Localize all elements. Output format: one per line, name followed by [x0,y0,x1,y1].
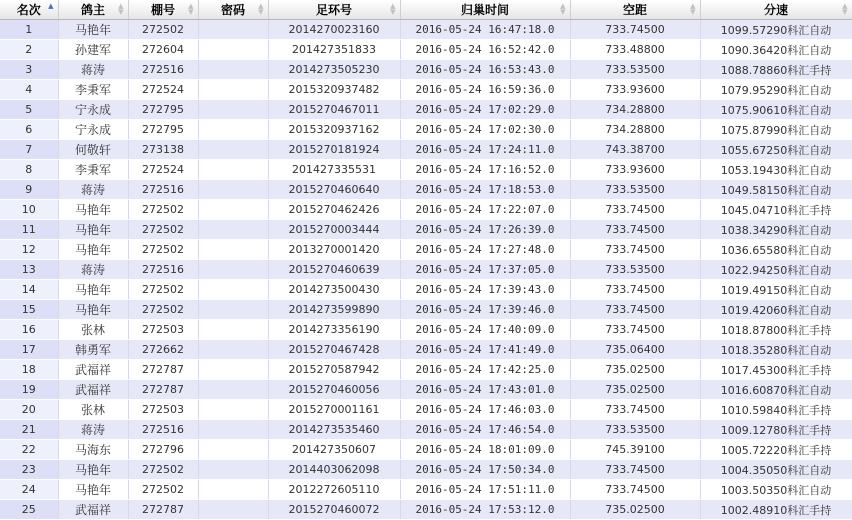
cell-return-time: 2016-05-24 17:50:34.0 [400,460,570,480]
cell-distance: 733.74500 [570,280,700,300]
cell-owner: 蒋涛 [58,60,128,80]
cell-ring: 2014273500430 [268,280,400,300]
cell-distance: 734.28800 [570,120,700,140]
cell-loft: 272787 [128,360,198,380]
table-row[interactable] [0,120,852,140]
cell-rank: 16 [0,320,58,340]
cell-distance: 733.74500 [570,480,700,500]
table-row[interactable] [0,220,852,240]
table-row[interactable] [0,480,852,500]
cell-return-time: 2016-05-24 17:43:01.0 [400,380,570,400]
table-row[interactable] [0,100,852,120]
cell-loft: 272795 [128,120,198,140]
cell-owner: 蒋涛 [58,180,128,200]
cell-distance: 733.53500 [570,180,700,200]
cell-distance: 735.02500 [570,500,700,520]
cell-rank: 21 [0,420,58,440]
cell-return-time: 2016-05-24 17:46:54.0 [400,420,570,440]
sort-arrows-icon: ▲ ▼ [390,2,396,16]
cell-speed: 1090.36420科汇自动 [700,40,852,60]
cell-rank: 25 [0,500,58,520]
cell-ring: 2012272605110 [268,480,400,500]
sort-arrows-icon: ▲ ▼ [188,2,194,16]
cell-owner: 武福祥 [58,380,128,400]
cell-password [198,20,268,40]
sort-arrows-icon: ▲ ▼ [258,2,264,16]
column-header-label: 足环号 [315,3,352,17]
cell-distance: 733.74500 [570,460,700,480]
cell-rank: 6 [0,120,58,140]
sort-arrows-icon: ▲ [48,2,54,10]
cell-return-time: 2016-05-24 16:52:42.0 [400,40,570,60]
cell-loft: 272516 [128,60,198,80]
cell-return-time: 2016-05-24 17:40:09.0 [400,320,570,340]
cell-password [198,440,268,460]
table-row[interactable] [0,440,852,460]
cell-owner: 马艳年 [58,280,128,300]
cell-rank: 12 [0,240,58,260]
cell-ring: 2015270460056 [268,380,400,400]
cell-password [198,360,268,380]
cell-loft: 272502 [128,300,198,320]
cell-return-time: 2016-05-24 17:53:12.0 [400,500,570,520]
table-row[interactable] [0,60,852,80]
table-row[interactable] [0,200,852,220]
cell-loft: 272662 [128,340,198,360]
cell-rank: 3 [0,60,58,80]
cell-distance: 733.74500 [570,240,700,260]
cell-rank: 17 [0,340,58,360]
cell-owner: 蒋涛 [58,420,128,440]
cell-owner: 韩勇军 [58,340,128,360]
sort-arrows-icon: ▲ ▼ [560,2,566,16]
cell-owner: 武福祥 [58,500,128,520]
cell-distance: 735.02500 [570,360,700,380]
cell-password [198,340,268,360]
cell-rank: 15 [0,300,58,320]
cell-ring: 2014273599890 [268,300,400,320]
cell-return-time: 2016-05-24 17:46:03.0 [400,400,570,420]
cell-distance: 733.74500 [570,220,700,240]
sort-arrows-icon: ▲ ▼ [842,2,848,16]
cell-speed: 1004.35050科汇自动 [700,460,852,480]
table-header [0,0,852,20]
cell-owner: 马艳年 [58,20,128,40]
cell-owner: 马艳年 [58,240,128,260]
cell-rank: 19 [0,380,58,400]
cell-password [198,80,268,100]
cell-rank: 24 [0,480,58,500]
cell-password [198,380,268,400]
cell-rank: 14 [0,280,58,300]
cell-ring: 2014273535460 [268,420,400,440]
cell-loft: 272502 [128,200,198,220]
cell-password [198,180,268,200]
cell-rank: 13 [0,260,58,280]
cell-ring: 2015270181924 [268,140,400,160]
cell-password [198,160,268,180]
cell-ring: 201427351833 [268,40,400,60]
cell-loft: 272795 [128,100,198,120]
column-header-label: 归巢时间 [460,3,509,17]
cell-speed: 1003.50350科汇自动 [700,480,852,500]
cell-loft: 272502 [128,20,198,40]
cell-loft: 272502 [128,240,198,260]
cell-distance: 733.53500 [570,60,700,80]
cell-speed: 1017.45300科汇手持 [700,360,852,380]
cell-password [198,60,268,80]
cell-ring: 2015270467428 [268,340,400,360]
cell-speed: 1019.49150科汇自动 [700,280,852,300]
cell-owner: 马艳年 [58,200,128,220]
cell-owner: 孙建军 [58,40,128,60]
cell-ring: 2013270001420 [268,240,400,260]
table-row[interactable] [0,380,852,400]
cell-speed: 1016.60870科汇自动 [700,380,852,400]
cell-distance: 733.53500 [570,260,700,280]
cell-loft: 272502 [128,460,198,480]
cell-speed: 1019.42060科汇自动 [700,300,852,320]
cell-ring: 2015270462426 [268,200,400,220]
cell-rank: 1 [0,20,58,40]
column-header-label: 空距 [622,3,647,17]
cell-loft: 272503 [128,400,198,420]
cell-speed: 1022.94250科汇自动 [700,260,852,280]
cell-ring: 2015270460639 [268,260,400,280]
cell-ring: 2015320937162 [268,120,400,140]
cell-rank: 20 [0,400,58,420]
column-header-password[interactable] [198,0,268,20]
table-row[interactable] [0,240,852,260]
header-row [0,0,852,20]
table-row[interactable] [0,40,852,60]
cell-rank: 8 [0,160,58,180]
cell-password [198,120,268,140]
cell-return-time: 2016-05-24 16:53:43.0 [400,60,570,80]
cell-return-time: 2016-05-24 17:51:11.0 [400,480,570,500]
cell-speed: 1009.12780科汇手持 [700,420,852,440]
cell-ring: 2014273505230 [268,60,400,80]
cell-return-time: 2016-05-24 17:27:48.0 [400,240,570,260]
cell-speed: 1005.72220科汇手持 [700,440,852,460]
cell-owner: 李秉军 [58,80,128,100]
table-row[interactable] [0,280,852,300]
cell-return-time: 2016-05-24 16:59:36.0 [400,80,570,100]
cell-loft: 272503 [128,320,198,340]
cell-owner: 李秉军 [58,160,128,180]
cell-owner: 何敬轩 [58,140,128,160]
cell-loft: 272502 [128,480,198,500]
cell-loft: 272524 [128,80,198,100]
cell-ring: 2015270001161 [268,400,400,420]
cell-ring: 2015270460640 [268,180,400,200]
cell-loft: 272604 [128,40,198,60]
cell-rank: 11 [0,220,58,240]
column-header-loft[interactable] [128,0,198,20]
cell-speed: 1053.19430科汇自动 [700,160,852,180]
cell-ring: 201427350607 [268,440,400,460]
cell-speed: 1088.78860科汇手持 [700,60,852,80]
table-body [0,20,852,520]
table-row[interactable] [0,160,852,180]
cell-owner: 马艳年 [58,300,128,320]
cell-speed: 1018.35280科汇自动 [700,340,852,360]
cell-return-time: 2016-05-24 17:22:07.0 [400,200,570,220]
column-header-return-time[interactable] [400,0,570,20]
cell-loft: 272787 [128,380,198,400]
column-header-distance[interactable] [570,0,700,20]
cell-owner: 张林 [58,320,128,340]
cell-password [198,420,268,440]
cell-owner: 马艳年 [58,480,128,500]
column-header-ring[interactable] [268,0,400,20]
table-row[interactable] [0,340,852,360]
table-row[interactable] [0,500,852,520]
cell-password [198,140,268,160]
sort-arrows-icon: ▲ ▼ [690,2,696,16]
cell-speed: 1079.95290科汇自动 [700,80,852,100]
cell-password [198,300,268,320]
cell-loft: 272502 [128,220,198,240]
cell-speed: 1010.59840科汇手持 [700,400,852,420]
cell-ring: 201427335531 [268,160,400,180]
cell-rank: 9 [0,180,58,200]
cell-distance: 733.74500 [570,300,700,320]
cell-owner: 马海东 [58,440,128,460]
table-row[interactable] [0,300,852,320]
cell-owner: 武福祥 [58,360,128,380]
cell-speed: 1075.90610科汇自动 [700,100,852,120]
cell-loft: 272787 [128,500,198,520]
cell-distance: 733.48800 [570,40,700,60]
cell-rank: 5 [0,100,58,120]
cell-password [198,480,268,500]
cell-distance: 733.74500 [570,400,700,420]
cell-distance: 733.74500 [570,320,700,340]
cell-distance: 734.28800 [570,100,700,120]
cell-return-time: 2016-05-24 17:02:30.0 [400,120,570,140]
table-row[interactable] [0,180,852,200]
cell-password [198,260,268,280]
cell-owner: 马艳年 [58,220,128,240]
table-row[interactable] [0,20,852,40]
cell-loft: 272502 [128,280,198,300]
cell-return-time: 2016-05-24 17:18:53.0 [400,180,570,200]
sort-arrows-icon: ▲ ▼ [118,2,124,16]
cell-rank: 22 [0,440,58,460]
column-header-label: 分速 [763,3,788,17]
cell-return-time: 2016-05-24 17:37:05.0 [400,260,570,280]
cell-rank: 4 [0,80,58,100]
cell-return-time: 2016-05-24 17:39:43.0 [400,280,570,300]
cell-return-time: 2016-05-24 17:41:49.0 [400,340,570,360]
cell-password [198,40,268,60]
cell-rank: 2 [0,40,58,60]
cell-loft: 272516 [128,180,198,200]
cell-return-time: 2016-05-24 17:02:29.0 [400,100,570,120]
cell-return-time: 2016-05-24 18:01:09.0 [400,440,570,460]
cell-speed: 1018.87800科汇手持 [700,320,852,340]
cell-owner: 宁永成 [58,100,128,120]
cell-return-time: 2016-05-24 17:24:11.0 [400,140,570,160]
column-header-label: 名次 [16,3,41,17]
cell-return-time: 2016-05-24 17:26:39.0 [400,220,570,240]
cell-distance: 733.93600 [570,160,700,180]
cell-password [198,280,268,300]
table-row[interactable] [0,360,852,380]
cell-rank: 23 [0,460,58,480]
cell-distance: 745.39100 [570,440,700,460]
cell-speed: 1075.87990科汇自动 [700,120,852,140]
cell-loft: 272516 [128,420,198,440]
cell-password [198,240,268,260]
table-row[interactable] [0,80,852,100]
cell-ring: 2015270467011 [268,100,400,120]
cell-ring: 2014270023160 [268,20,400,40]
cell-ring: 2015270003444 [268,220,400,240]
cell-password [198,320,268,340]
cell-ring: 2014403062098 [268,460,400,480]
cell-distance: 735.02500 [570,380,700,400]
cell-return-time: 2016-05-24 17:16:52.0 [400,160,570,180]
table-row[interactable] [0,420,852,440]
cell-owner: 马艳年 [58,460,128,480]
cell-distance: 733.53500 [570,420,700,440]
column-header-label: 棚号 [150,3,175,17]
column-header-speed[interactable] [700,0,852,20]
cell-speed: 1036.65580科汇自动 [700,240,852,260]
cell-owner: 宁永成 [58,120,128,140]
cell-loft: 272796 [128,440,198,460]
cell-rank: 18 [0,360,58,380]
cell-ring: 2015320937482 [268,80,400,100]
table-row[interactable] [0,140,852,160]
cell-speed: 1099.57290科汇自动 [700,20,852,40]
column-header-label: 鸽主 [80,3,105,17]
cell-password [198,220,268,240]
cell-loft: 273138 [128,140,198,160]
cell-distance: 743.38700 [570,140,700,160]
cell-rank: 7 [0,140,58,160]
cell-password [198,460,268,480]
table-row[interactable] [0,260,852,280]
cell-return-time: 2016-05-24 17:39:46.0 [400,300,570,320]
cell-speed: 1049.58150科汇自动 [700,180,852,200]
cell-password [198,200,268,220]
cell-distance: 733.74500 [570,200,700,220]
cell-speed: 1002.48910科汇手持 [700,500,852,520]
cell-return-time: 2016-05-24 16:47:18.0 [400,20,570,40]
cell-password [198,500,268,520]
cell-distance: 733.93600 [570,80,700,100]
cell-password [198,400,268,420]
cell-password [198,100,268,120]
cell-ring: 2014273356190 [268,320,400,340]
cell-return-time: 2016-05-24 17:42:25.0 [400,360,570,380]
column-header-rank[interactable] [0,0,58,20]
cell-speed: 1055.67250科汇自动 [700,140,852,160]
cell-distance: 735.06400 [570,340,700,360]
cell-speed: 1045.04710科汇手持 [700,200,852,220]
column-header-label: 密码 [220,3,245,17]
cell-speed: 1038.34290科汇自动 [700,220,852,240]
cell-loft: 272524 [128,160,198,180]
cell-loft: 272516 [128,260,198,280]
table-row[interactable] [0,320,852,340]
cell-owner: 蒋涛 [58,260,128,280]
cell-owner: 张林 [58,400,128,420]
cell-rank: 10 [0,200,58,220]
cell-ring: 2015270460072 [268,500,400,520]
cell-distance: 733.74500 [570,20,700,40]
table-row[interactable] [0,400,852,420]
cell-ring: 2015270587942 [268,360,400,380]
table-row[interactable] [0,460,852,480]
column-header-owner[interactable] [58,0,128,20]
